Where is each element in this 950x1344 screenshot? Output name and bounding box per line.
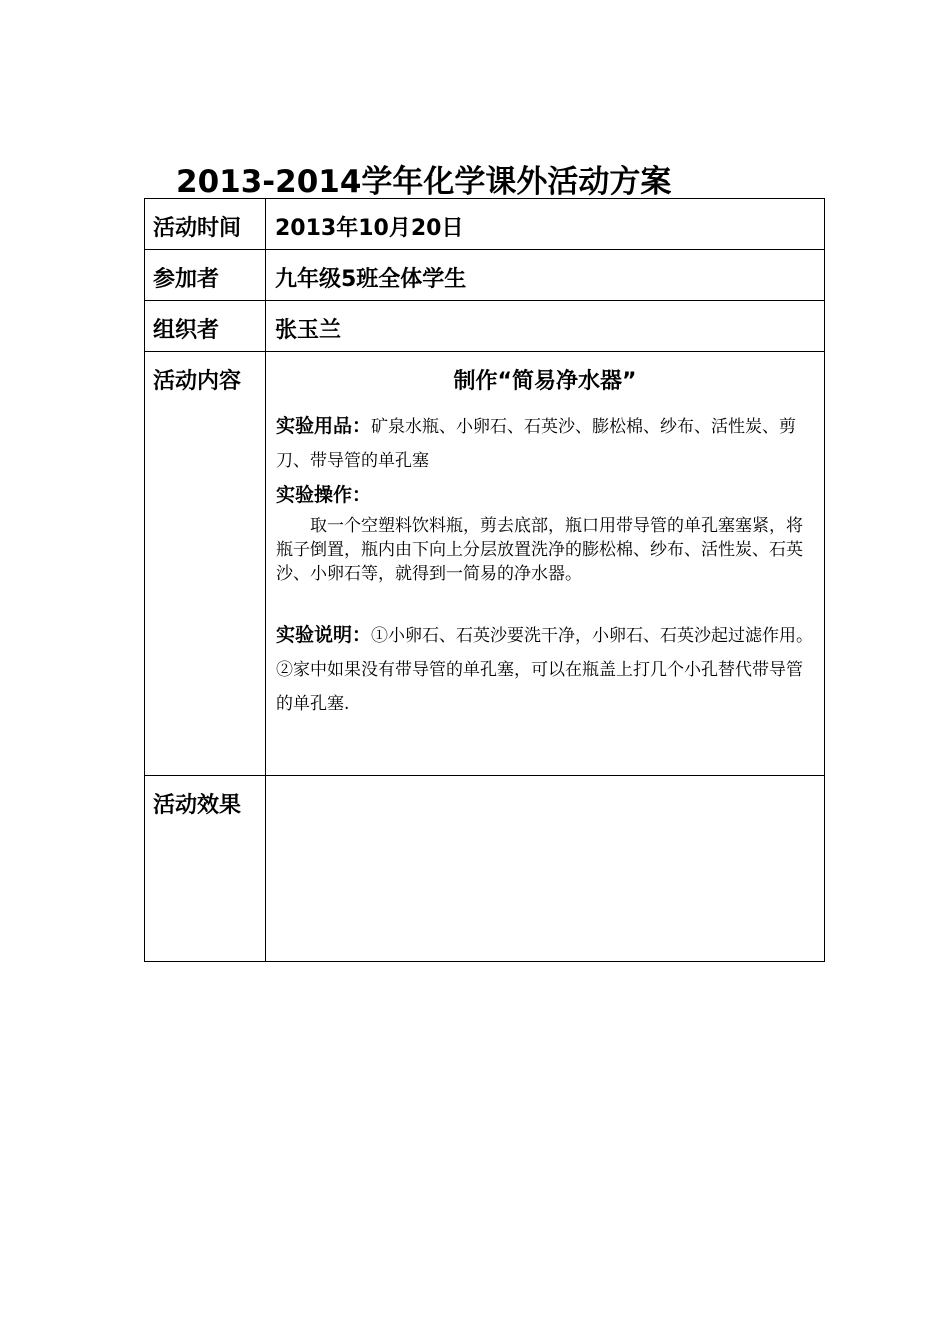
- document-title: 2013-2014学年化学课外活动方案: [176, 164, 672, 200]
- cell-time-label: [145, 199, 266, 250]
- operation-head: 实验操作：: [276, 484, 372, 506]
- time-label: 活动时间: [153, 216, 242, 241]
- cell-content-body: [266, 352, 825, 776]
- cell-effect-label: [145, 776, 266, 962]
- organizer-label: 组织者: [153, 318, 220, 343]
- cell-participants-value: [266, 250, 825, 301]
- cell-content-label: [145, 352, 266, 776]
- cell-organizer-label: [145, 301, 266, 352]
- effect-value: [266, 776, 824, 788]
- notes-text: ①小卵石、石英沙要洗干净，小卵石、石英沙起过滤作用。②家中如果没有带导管的单孔塞，可以在瓶盖上打几个小孔替代带导管的单孔塞.: [276, 626, 814, 714]
- table-row-effect: [145, 776, 825, 962]
- materials-paragraph: [276, 409, 814, 478]
- participants-value: 九年级5班全体学生: [275, 267, 467, 292]
- cell-organizer-value: [266, 301, 825, 352]
- content-heading: 制作“简易净水器”: [453, 369, 637, 394]
- table-row-participants: [145, 250, 825, 301]
- content-label: 活动内容: [153, 369, 242, 394]
- activity-plan-table: [144, 198, 825, 962]
- materials-head: 实验用品：: [276, 415, 372, 437]
- cell-participants-label: [145, 250, 266, 301]
- operation-text: 取一个空塑料饮料瓶，剪去底部，瓶口用带导管的单孔塞塞紧，将瓶子倒置，瓶内由下向上分层放置洗净的膨松棉、纱布、活性炭、石英沙、小卵石等，就得到一简易的净水器。: [276, 516, 803, 584]
- organizer-value: 张玉兰: [275, 318, 342, 343]
- materials-text: 矿泉水瓶、小卵石、石英沙、膨松棉、纱布、活性炭、剪刀、带导管的单孔塞: [276, 417, 797, 471]
- effect-label: 活动效果: [153, 793, 242, 818]
- table-row-content: [145, 352, 825, 776]
- notes-head: 实验说明：: [276, 624, 372, 646]
- cell-time-value: [266, 199, 825, 250]
- time-value: 2013年10月20日: [275, 216, 464, 241]
- content-body: [266, 352, 824, 721]
- table-row-time: [145, 199, 825, 250]
- notes-paragraph: [276, 618, 814, 721]
- participants-label: 参加者: [153, 267, 220, 292]
- cell-effect-value: [266, 776, 825, 962]
- table-row-organizer: [145, 301, 825, 352]
